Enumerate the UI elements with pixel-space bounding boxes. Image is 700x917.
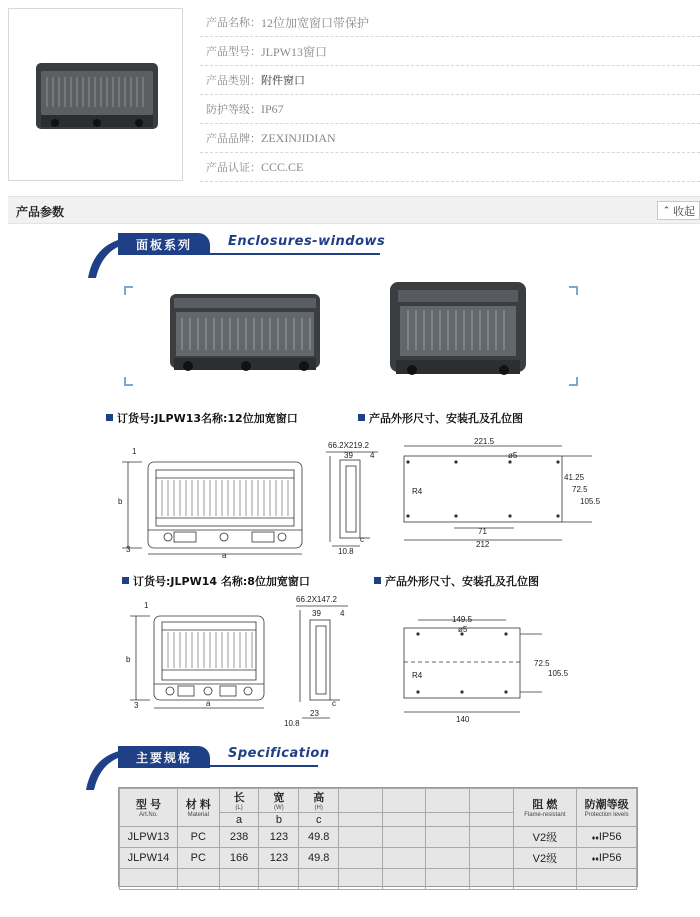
- corner-bracket: [124, 286, 133, 295]
- header-cn: 长: [233, 792, 245, 804]
- product-photo-jlpw13: [166, 292, 322, 378]
- front-drawing-jlpw14: [124, 598, 274, 716]
- dim-label: 41.25: [564, 473, 585, 482]
- spec-empty-cell: [469, 827, 513, 848]
- product-info-row: [200, 8, 700, 37]
- spec-header-cell: [177, 789, 219, 827]
- info-key: 产品类别：: [206, 74, 261, 87]
- spec-header-cell: [259, 789, 299, 813]
- info-key: 产品名称：: [206, 16, 261, 29]
- protection-value: IP56: [598, 852, 622, 864]
- spec-header-cell: [577, 789, 637, 827]
- product-info-row: [200, 153, 700, 182]
- dim-label: 140: [456, 715, 470, 724]
- product-thumbnail[interactable]: [8, 8, 183, 181]
- order-label-jlpw13: [106, 410, 298, 426]
- product-info-row: [200, 124, 700, 153]
- spec-empty-cell: [339, 848, 383, 869]
- spec-header-row: [120, 789, 637, 813]
- spec-subheader-cell: b: [259, 813, 299, 827]
- dim-label: ø5: [458, 625, 468, 634]
- product-info-row: [200, 66, 700, 95]
- spec-header-en: Specification: [228, 746, 330, 761]
- spec-cell-l: 166: [219, 848, 259, 869]
- spec-grid: [119, 788, 637, 890]
- spec-empty-cell: [469, 813, 513, 827]
- dim-label: 71: [478, 527, 487, 536]
- header-cn: 宽: [273, 792, 285, 804]
- dim-label: 10.8: [338, 547, 354, 556]
- side-drawing-jlpw14: [282, 594, 354, 728]
- product-image: [35, 61, 159, 135]
- order-text: 订货号:JLPW13名称:12位加宽窗口: [117, 412, 298, 425]
- dim-label: 149.5: [452, 615, 473, 624]
- spec-empty-cell: [120, 869, 178, 890]
- dim-label: 66.2X219.2: [328, 441, 369, 450]
- spec-empty-cell: [513, 869, 577, 890]
- spec-empty-cell: [469, 869, 513, 890]
- chevron-up-icon: ⌃: [662, 205, 671, 216]
- spec-subheader-cell: a: [219, 813, 259, 827]
- spec-cell-flame: V2级: [513, 848, 577, 869]
- dim-label: 4: [370, 451, 375, 460]
- corner-bracket: [569, 377, 578, 386]
- dim-label: 72.5: [572, 485, 588, 494]
- info-value: IP67: [261, 101, 284, 116]
- spec-empty-cell: [259, 869, 299, 890]
- spec-empty-cell: [339, 813, 383, 827]
- dim-label: 4: [340, 609, 345, 618]
- dim-label: 212: [476, 540, 490, 549]
- spec-empty-cell: [339, 827, 383, 848]
- header-underline: [210, 253, 380, 255]
- spec-cell-model: JLPW14: [120, 848, 178, 869]
- section-bar: [8, 196, 700, 224]
- spec-empty-cell: [577, 869, 637, 890]
- spec-empty-cell: [177, 869, 219, 890]
- spec-empty-cell: [299, 869, 339, 890]
- dim-label: b: [126, 655, 131, 664]
- spec-empty-cell: [382, 848, 426, 869]
- header-underline: [210, 765, 318, 767]
- collapse-button[interactable]: [657, 201, 700, 220]
- header-en: (W): [274, 805, 284, 811]
- dims-title-1: [358, 410, 523, 426]
- hole-drawing-jlpw14: [398, 612, 568, 724]
- dim-label: 39: [344, 451, 353, 460]
- dim-label: 221.5: [474, 437, 495, 446]
- dim-label: a: [206, 699, 211, 708]
- spec-empty-cell: [426, 827, 470, 848]
- dims-title-2: [374, 573, 539, 589]
- dim-label: 10.8: [284, 719, 300, 728]
- header-en: Material: [187, 812, 209, 818]
- header-cn: 阻 燃: [532, 799, 558, 811]
- dim-label: 3: [126, 545, 131, 554]
- spec-header-cell: [120, 789, 178, 827]
- spec-row: [120, 848, 637, 869]
- spec-empty-cell: [426, 869, 470, 890]
- spec-empty-cell: [426, 789, 470, 813]
- header-en: (H): [314, 805, 323, 811]
- dim-label: c: [332, 699, 336, 708]
- order-label-jlpw14: [122, 573, 310, 589]
- spec-cell-w: 123: [259, 848, 299, 869]
- product-photo-jlpw14: [388, 280, 528, 382]
- spec-subheader-cell: c: [299, 813, 339, 827]
- corner-bracket: [569, 286, 578, 295]
- spec-cell-protection: [577, 827, 637, 848]
- header-en: Protection levels: [584, 812, 629, 818]
- dims-title-text: 产品外形尺寸、安装孔及孔位图: [369, 412, 523, 425]
- collapse-label: 收起: [673, 204, 695, 218]
- spec-header-cell: [219, 789, 259, 813]
- spec-row: [120, 827, 637, 848]
- spec-empty-cell: [339, 869, 383, 890]
- spec-cell-material: PC: [177, 848, 219, 869]
- protection-value: IP56: [598, 831, 622, 843]
- spec-empty-cell: [469, 789, 513, 813]
- spec-empty-cell: [382, 789, 426, 813]
- header-cn: 材 料: [185, 799, 211, 811]
- spec-empty-row: [120, 869, 637, 890]
- product-info-row: [200, 95, 700, 124]
- spec-header-cell: [513, 789, 577, 827]
- spec-cell-l: 238: [219, 827, 259, 848]
- dims-title-text: 产品外形尺寸、安装孔及孔位图: [385, 575, 539, 588]
- info-key: 防护等级：: [206, 103, 261, 116]
- dim-label: b: [118, 497, 123, 506]
- dim-label: a: [222, 551, 227, 560]
- spec-empty-cell: [426, 848, 470, 869]
- info-value: CCC.CE: [261, 159, 304, 174]
- dim-label: 3: [134, 701, 139, 710]
- info-value: ZEXINJIDIAN: [261, 130, 336, 145]
- spec-table: [118, 787, 638, 887]
- dim-label: 1: [144, 601, 149, 610]
- product-info-row: [200, 37, 700, 66]
- spec-cell-material: PC: [177, 827, 219, 848]
- hole-drawing-jlpw13: [394, 436, 601, 549]
- spec-header-cn: 主要规格: [118, 746, 210, 768]
- side-drawing-jlpw13: [322, 438, 382, 556]
- product-info-list: [200, 8, 700, 182]
- spec-empty-cell: [469, 848, 513, 869]
- catalog-header-en: Enclosures-windows: [228, 234, 386, 249]
- water-drop-icon: ♦♦: [591, 835, 599, 842]
- dim-label: R4: [412, 487, 423, 496]
- spec-empty-cell: [426, 813, 470, 827]
- spec-cell-flame: V2级: [513, 827, 577, 848]
- spec-header-cell: [299, 789, 339, 813]
- water-drop-icon: ♦♦: [591, 856, 599, 863]
- spec-empty-cell: [339, 789, 383, 813]
- dim-label: R4: [412, 671, 423, 680]
- spec-empty-cell: [382, 869, 426, 890]
- dim-label: 105.5: [548, 669, 569, 678]
- corner-bracket: [124, 377, 133, 386]
- dim-label: c: [360, 535, 364, 544]
- spec-cell-h: 49.8: [299, 848, 339, 869]
- spec-cell-h: 49.8: [299, 827, 339, 848]
- spec-empty-cell: [382, 813, 426, 827]
- dim-label: 23: [310, 709, 319, 718]
- catalog-header-cn: 面板系列: [118, 233, 210, 255]
- section-title: 产品参数: [16, 205, 65, 219]
- order-text: 订货号:JLPW14 名称:8位加宽窗口: [133, 575, 310, 588]
- info-key: 产品型号：: [206, 45, 261, 58]
- header-cn: 型 号: [135, 799, 161, 811]
- header-cn: 防潮等级: [584, 799, 629, 811]
- dim-label: 72.5: [534, 659, 550, 668]
- header-en: (L): [235, 805, 243, 811]
- dim-label: ø5: [508, 451, 518, 460]
- spec-empty-cell: [219, 869, 259, 890]
- info-value: JLPW13窗口: [261, 44, 328, 59]
- front-drawing-jlpw13: [112, 448, 312, 560]
- header-en: Flame-resistant: [524, 812, 566, 818]
- spec-cell-w: 123: [259, 827, 299, 848]
- spec-cell-model: JLPW13: [120, 827, 178, 848]
- info-value: 12位加宽窗口带保护: [261, 15, 370, 30]
- spec-cell-protection: [577, 848, 637, 869]
- info-key: 产品品牌：: [206, 132, 261, 145]
- spec-empty-cell: [382, 827, 426, 848]
- dim-label: 66.2X147.2: [296, 595, 337, 604]
- dim-label: 105.5: [580, 497, 601, 506]
- header-cn: 高: [313, 792, 325, 804]
- info-key: 产品认证：: [206, 161, 261, 174]
- header-en: Art.No.: [139, 812, 158, 818]
- dim-label: 1: [132, 447, 137, 456]
- dim-label: 39: [312, 609, 321, 618]
- info-value: 附件窗口: [261, 74, 305, 87]
